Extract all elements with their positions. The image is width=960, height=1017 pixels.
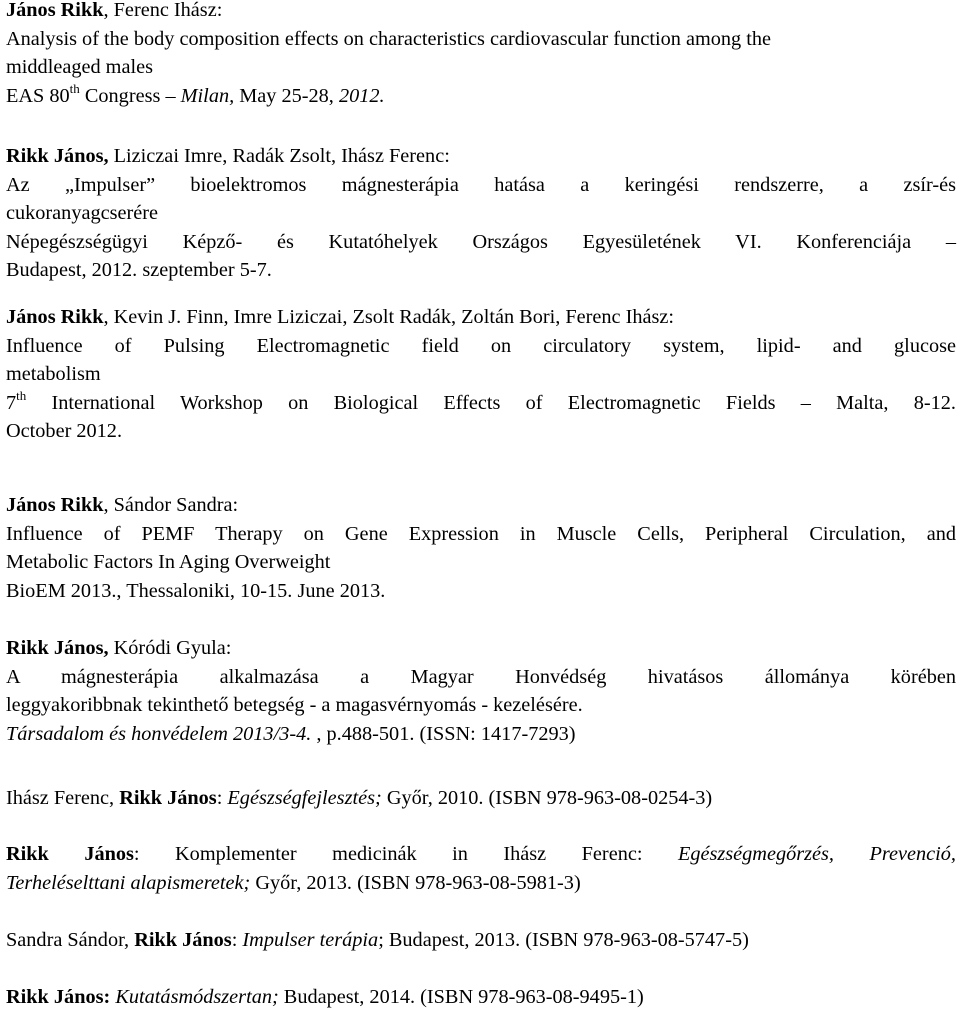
publication-entry-3: [6, 303, 956, 446]
publication-entry-2: [6, 142, 956, 285]
publication-entry-9: [6, 983, 956, 1012]
venue-text: EAS 80: [6, 84, 70, 107]
author-rest: Liziczai Imre, Radák Zsolt, Ihász Ferenc:: [108, 145, 450, 167]
entry-title-cont: metabolism: [6, 363, 101, 385]
entry-authors: [6, 142, 956, 171]
entry-title: A mágnesterápia alkalmazása a Magyar Honvédség hivatásos állománya körében: [6, 665, 956, 688]
author-rest: , Kevin J. Finn, Imre Liziczai, Zsolt Radák, Zoltán Bori, Ferenc Ihász:: [103, 306, 675, 328]
entry-venue-cont: October 2012.: [6, 420, 123, 442]
entry-venue: BioEM 2013., Thessaloniki, 10-15. June 2013.: [6, 579, 386, 602]
separator: :: [231, 929, 243, 951]
publication-entry-7: [6, 840, 956, 897]
book-details: ; Budapest, 2013. (ISBN 978-963-08-5747-5): [378, 929, 749, 951]
venue-city: Milan,: [180, 84, 235, 107]
book-title: Egészségfejlesztés;: [227, 787, 382, 809]
author-bold: Rikk János,: [6, 145, 109, 167]
entry-authors: [6, 491, 956, 520]
chapter-details: : Komplementer medicinák in Ihász Ferenc:: [133, 843, 678, 865]
author-bold: Rikk János: [119, 787, 217, 809]
entry-title-cont: Metabolic Factors In Aging Overweight: [6, 551, 331, 573]
book-citation: [6, 784, 956, 813]
publication-entry-5: [6, 634, 956, 748]
journal-details: , p.488-501. (ISSN: 1417-7293): [311, 722, 576, 745]
entry-venue: [6, 82, 956, 111]
entry-title: Influence of Pulsing Electromagnetic field on circulatory system, lipid- and glucose: [6, 334, 956, 357]
dash: –: [165, 84, 176, 107]
book-details: Győr, 2013. (ISBN 978-963-08-5981-3): [250, 871, 581, 894]
book-details: Budapest, 2014. (ISBN 978-963-08-9495-1): [278, 986, 644, 1008]
venue-date: May 25-28,: [234, 84, 339, 107]
coauthor: Sandra Sándor,: [6, 929, 135, 951]
entry-venue: [6, 720, 956, 749]
entry-title-cont: middleaged males: [6, 56, 153, 78]
author-rest: , Sándor Sandra:: [103, 494, 239, 516]
book-title: Impulser terápia: [242, 929, 379, 951]
publication-entry-8: [6, 926, 956, 955]
entry-title: Influence of PEMF Therapy on Gene Expression in Muscle Cells, Peripheral Circulation, and: [6, 522, 956, 545]
entry-venue-cont: Budapest, 2012. szeptember 5-7.: [6, 259, 272, 281]
venue-text: International Workshop on Biological Effects of Electromagnetic Fields – Malta, 8-12.: [26, 391, 956, 414]
entry-venue: [6, 389, 956, 418]
entry-title-cont: leggyakoribbnak tekinthető betegség - a magasvérnyomás - kezelésére.: [6, 694, 583, 716]
book-citation: [6, 983, 956, 1012]
author-rest: Kóródi Gyula:: [108, 637, 232, 659]
author-bold: Rikk János: [6, 843, 134, 865]
publication-entry-6: [6, 784, 956, 813]
ordinal-suffix: th: [69, 80, 80, 96]
book-title: Kutatásmódszertan;: [115, 986, 279, 1008]
publication-entry-4: [6, 491, 956, 605]
author-rest: , Ferenc Ihász:: [103, 0, 223, 21]
author-bold: Rikk János,: [6, 637, 109, 659]
ordinal-number: 7: [6, 391, 17, 414]
entry-authors: [6, 303, 956, 332]
venue-text: Congress: [79, 84, 166, 107]
author-bold: János Rikk: [6, 494, 104, 516]
entry-venue: Népegészségügyi Képző- és Kutatóhelyek Országos Egyesületének VI. Konferenciája –: [6, 230, 956, 253]
author-bold: János Rikk: [6, 0, 104, 21]
book-title-cont: Terheléselttani alapismeretek;: [6, 871, 251, 894]
book-citation: [6, 926, 956, 955]
author-bold: Rikk János: [134, 929, 232, 951]
entry-title: Analysis of the body composition effects on characteristics cardiovascular function among the: [6, 27, 772, 50]
author-bold: Rikk János:: [6, 986, 111, 1008]
coauthor: Ihász Ferenc,: [6, 787, 120, 809]
book-citation: [6, 840, 956, 869]
book-details: Győr, 2010. (ISBN 978-963-08-0254-3): [381, 787, 713, 809]
author-bold: János Rikk: [6, 306, 104, 328]
entry-title: Az „Impulser” bioelektromos mágnesterápia hatása a keringési rendszerre, a zsír-és: [6, 173, 956, 196]
book-title: Egészségmegőrzés, Prevenció,: [677, 843, 956, 865]
separator: :: [216, 787, 228, 809]
entry-title-cont: cukoranyagcserére: [6, 202, 159, 224]
ordinal-suffix: th: [16, 387, 27, 403]
entry-authors: [6, 634, 956, 663]
journal-name: Társadalom és honvédelem 2013/3-4.: [6, 722, 312, 745]
publication-entry-1: [6, 0, 956, 110]
venue-year: 2012.: [338, 84, 385, 107]
book-citation-cont: [6, 869, 956, 898]
entry-authors: [6, 0, 956, 25]
